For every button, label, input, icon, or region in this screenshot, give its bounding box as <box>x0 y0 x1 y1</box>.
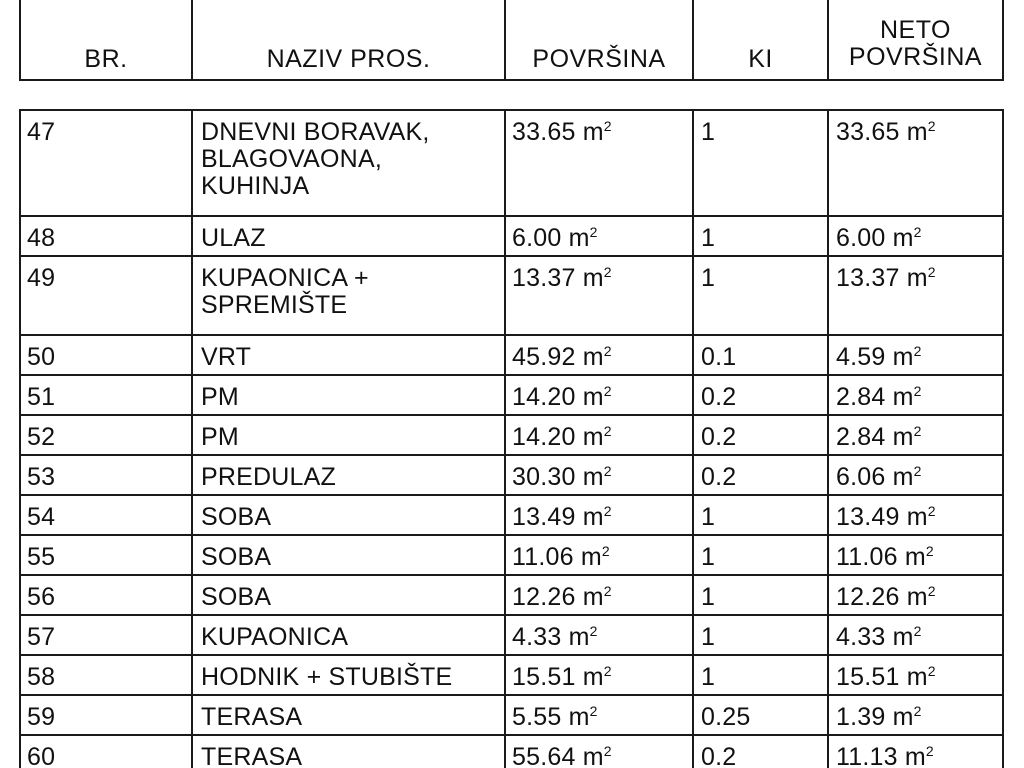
cell-neto-povrsina <box>828 615 1003 655</box>
header-neto-povrsina <box>828 0 1003 80</box>
unit: m <box>582 663 604 691</box>
cell-povrsina <box>505 216 693 256</box>
header-br: BR. <box>20 0 192 80</box>
cell-naziv-line: PM <box>201 383 239 411</box>
unit: m <box>892 463 914 491</box>
unit-exponent: 2 <box>589 623 598 639</box>
cell-povrsina <box>505 735 693 768</box>
header-ki: KI <box>693 0 828 80</box>
unit: m <box>892 423 914 451</box>
cell-naziv <box>192 735 505 768</box>
cell-ki: 0.2 <box>693 415 828 455</box>
unit-exponent: 2 <box>601 543 610 559</box>
unit-exponent: 2 <box>913 623 922 639</box>
cell-naziv-line: SPREMIŠTE <box>201 291 348 319</box>
cell-naziv-line: KUHINJA <box>201 172 310 200</box>
cell-povrsina-value: 15.51 <box>512 663 576 691</box>
unit-exponent: 2 <box>913 224 922 240</box>
header-povrsina: POVRŠINA <box>505 0 693 80</box>
cell-neto-povrsina-value: 11.13 <box>836 743 898 768</box>
cell-ki: 1 <box>693 216 828 256</box>
cell-ki: 1 <box>693 495 828 535</box>
unit: m <box>892 383 914 411</box>
unit: m <box>906 264 928 292</box>
cell-neto-povrsina-value: 6.06 <box>836 463 886 491</box>
unit-exponent: 2 <box>913 703 922 719</box>
unit-exponent: 2 <box>589 703 598 719</box>
rooms-table-body <box>20 110 1003 768</box>
cell-povrsina <box>505 455 693 495</box>
unit-exponent: 2 <box>589 224 598 240</box>
cell-neto-povrsina <box>828 655 1003 695</box>
unit: m <box>906 503 928 531</box>
cell-neto-povrsina <box>828 455 1003 495</box>
unit-exponent: 2 <box>927 264 936 280</box>
unit: m <box>582 423 604 451</box>
cell-neto-povrsina-value: 33.65 <box>836 118 900 146</box>
cell-povrsina-value: 30.30 <box>512 463 576 491</box>
cell-neto-povrsina-value: 13.49 <box>836 503 900 531</box>
cell-naziv-line: SOBA <box>201 583 272 611</box>
cell-ki: 1 <box>693 615 828 655</box>
cell-povrsina <box>505 535 693 575</box>
unit: m <box>582 118 604 146</box>
table-row <box>20 575 1003 615</box>
cell-ki: 0.2 <box>693 455 828 495</box>
cell-naziv <box>192 375 505 415</box>
unit-exponent: 2 <box>925 743 934 759</box>
cell-povrsina <box>505 495 693 535</box>
header-naziv: NAZIV PROS. <box>192 0 505 80</box>
cell-neto-povrsina <box>828 535 1003 575</box>
cell-neto-povrsina <box>828 495 1003 535</box>
cell-naziv <box>192 535 505 575</box>
table-row <box>20 535 1003 575</box>
cell-povrsina <box>505 335 693 375</box>
cell-povrsina-value: 13.49 <box>512 503 576 531</box>
cell-naziv <box>192 655 505 695</box>
cell-br: 58 <box>20 655 192 695</box>
cell-neto-povrsina-value: 15.51 <box>836 663 900 691</box>
cell-povrsina-value: 11.06 <box>512 543 574 571</box>
cell-neto-povrsina-value: 1.39 <box>836 703 886 731</box>
cell-naziv-line: VRT <box>201 343 252 371</box>
cell-naziv <box>192 110 505 216</box>
table-row <box>20 110 1003 216</box>
cell-naziv-line: BLAGOVAONA, <box>201 145 382 173</box>
table-row <box>20 415 1003 455</box>
cell-naziv-line: PREDULAZ <box>201 463 336 491</box>
table-row <box>20 495 1003 535</box>
cell-naziv-line: ULAZ <box>201 224 266 252</box>
header-neto-line1: NETO <box>880 16 951 44</box>
unit: m <box>568 224 590 252</box>
table-row <box>20 216 1003 256</box>
cell-neto-povrsina-value: 2.84 <box>836 383 886 411</box>
unit-exponent: 2 <box>603 423 612 439</box>
table-header <box>19 0 1004 81</box>
table-row <box>20 695 1003 735</box>
cell-neto-povrsina-value: 6.00 <box>836 224 886 252</box>
cell-neto-povrsina <box>828 695 1003 735</box>
cell-povrsina-value: 5.55 <box>512 703 562 731</box>
cell-ki: 1 <box>693 535 828 575</box>
cell-ki: 0.2 <box>693 375 828 415</box>
cell-neto-povrsina-value: 12.26 <box>836 583 900 611</box>
cell-povrsina-value: 4.33 <box>512 623 562 651</box>
unit-exponent: 2 <box>603 463 612 479</box>
cell-neto-povrsina-value: 11.06 <box>836 543 898 571</box>
cell-povrsina-value: 14.20 <box>512 383 576 411</box>
cell-povrsina <box>505 615 693 655</box>
cell-naziv <box>192 455 505 495</box>
unit-exponent: 2 <box>603 343 612 359</box>
unit-exponent: 2 <box>927 118 936 134</box>
cell-neto-povrsina <box>828 415 1003 455</box>
table-row <box>20 256 1003 335</box>
cell-naziv-line: DNEVNI BORAVAK, <box>201 118 430 146</box>
cell-naziv <box>192 256 505 335</box>
cell-ki: 0.2 <box>693 735 828 768</box>
cell-br: 50 <box>20 335 192 375</box>
cell-naziv-line: SOBA <box>201 543 272 571</box>
cell-povrsina <box>505 256 693 335</box>
unit-exponent: 2 <box>927 663 936 679</box>
cell-naziv <box>192 335 505 375</box>
cell-neto-povrsina <box>828 575 1003 615</box>
cell-povrsina <box>505 655 693 695</box>
cell-naziv-line: KUPAONICA + <box>201 264 369 292</box>
cell-br: 49 <box>20 256 192 335</box>
cell-povrsina-value: 13.37 <box>512 264 576 292</box>
cell-br: 53 <box>20 455 192 495</box>
cell-naziv-line: HODNIK + STUBIŠTE <box>201 663 453 691</box>
cell-br: 54 <box>20 495 192 535</box>
cell-povrsina-value: 6.00 <box>512 224 562 252</box>
cell-povrsina-value: 14.20 <box>512 423 576 451</box>
cell-povrsina <box>505 575 693 615</box>
unit-exponent: 2 <box>603 743 612 759</box>
table-row <box>20 615 1003 655</box>
cell-neto-povrsina-value: 13.37 <box>836 264 900 292</box>
cell-br: 48 <box>20 216 192 256</box>
unit: m <box>892 224 914 252</box>
unit: m <box>582 503 604 531</box>
cell-neto-povrsina <box>828 735 1003 768</box>
table-row <box>20 335 1003 375</box>
unit: m <box>906 583 928 611</box>
unit: m <box>580 543 602 571</box>
cell-naziv <box>192 495 505 535</box>
cell-naziv <box>192 216 505 256</box>
cell-neto-povrsina-value: 4.59 <box>836 343 886 371</box>
cell-naziv-line: TERASA <box>201 743 303 768</box>
unit: m <box>904 743 926 768</box>
cell-povrsina-value: 45.92 <box>512 343 576 371</box>
cell-neto-povrsina <box>828 335 1003 375</box>
unit: m <box>582 264 604 292</box>
cell-br: 55 <box>20 535 192 575</box>
table-row <box>20 735 1003 768</box>
cell-br: 51 <box>20 375 192 415</box>
cell-povrsina <box>505 110 693 216</box>
cell-povrsina-value: 33.65 <box>512 118 576 146</box>
cell-neto-povrsina-value: 2.84 <box>836 423 886 451</box>
unit-exponent: 2 <box>603 663 612 679</box>
cell-neto-povrsina <box>828 110 1003 216</box>
cell-br: 57 <box>20 615 192 655</box>
rooms-table <box>19 109 1004 768</box>
cell-neto-povrsina <box>828 375 1003 415</box>
cell-neto-povrsina <box>828 216 1003 256</box>
unit: m <box>582 583 604 611</box>
cell-povrsina-value: 12.26 <box>512 583 576 611</box>
cell-naziv <box>192 575 505 615</box>
cell-naziv-line: SOBA <box>201 503 272 531</box>
unit: m <box>892 703 914 731</box>
table-row <box>20 655 1003 695</box>
unit-exponent: 2 <box>603 583 612 599</box>
unit-exponent: 2 <box>913 463 922 479</box>
cell-povrsina <box>505 375 693 415</box>
cell-neto-povrsina <box>828 256 1003 335</box>
unit-exponent: 2 <box>913 383 922 399</box>
unit: m <box>568 623 590 651</box>
cell-naziv-line: TERASA <box>201 703 303 731</box>
cell-br: 59 <box>20 695 192 735</box>
unit-exponent: 2 <box>603 118 612 134</box>
unit-exponent: 2 <box>927 503 936 519</box>
unit-exponent: 2 <box>603 264 612 280</box>
cell-ki: 1 <box>693 256 828 335</box>
unit: m <box>892 623 914 651</box>
unit-exponent: 2 <box>927 583 936 599</box>
unit-exponent: 2 <box>913 423 922 439</box>
unit: m <box>582 383 604 411</box>
header-neto-line2: POVRŠINA <box>848 43 983 71</box>
cell-br: 52 <box>20 415 192 455</box>
cell-naziv <box>192 615 505 655</box>
unit: m <box>582 343 604 371</box>
cell-ki: 0.1 <box>693 335 828 375</box>
cell-povrsina <box>505 695 693 735</box>
cell-povrsina-value: 55.64 <box>512 743 576 768</box>
cell-br: 56 <box>20 575 192 615</box>
unit-exponent: 2 <box>925 543 934 559</box>
unit-exponent: 2 <box>603 383 612 399</box>
unit: m <box>906 118 928 146</box>
cell-ki: 1 <box>693 655 828 695</box>
table-row <box>20 455 1003 495</box>
cell-naziv <box>192 695 505 735</box>
cell-ki: 1 <box>693 575 828 615</box>
cell-neto-povrsina-value: 4.33 <box>836 623 886 651</box>
header-row <box>20 0 1003 80</box>
cell-br: 60 <box>20 735 192 768</box>
cell-ki: 1 <box>693 110 828 216</box>
unit: m <box>906 663 928 691</box>
unit-exponent: 2 <box>913 343 922 359</box>
unit: m <box>904 543 926 571</box>
cell-naziv <box>192 415 505 455</box>
unit: m <box>892 343 914 371</box>
unit: m <box>568 703 590 731</box>
cell-ki: 0.25 <box>693 695 828 735</box>
unit-exponent: 2 <box>603 503 612 519</box>
unit: m <box>582 743 604 768</box>
unit: m <box>582 463 604 491</box>
cell-br: 47 <box>20 110 192 216</box>
table-row <box>20 375 1003 415</box>
cell-naziv-line: PM <box>201 423 239 451</box>
cell-povrsina <box>505 415 693 455</box>
cell-naziv-line: KUPAONICA <box>201 623 349 651</box>
